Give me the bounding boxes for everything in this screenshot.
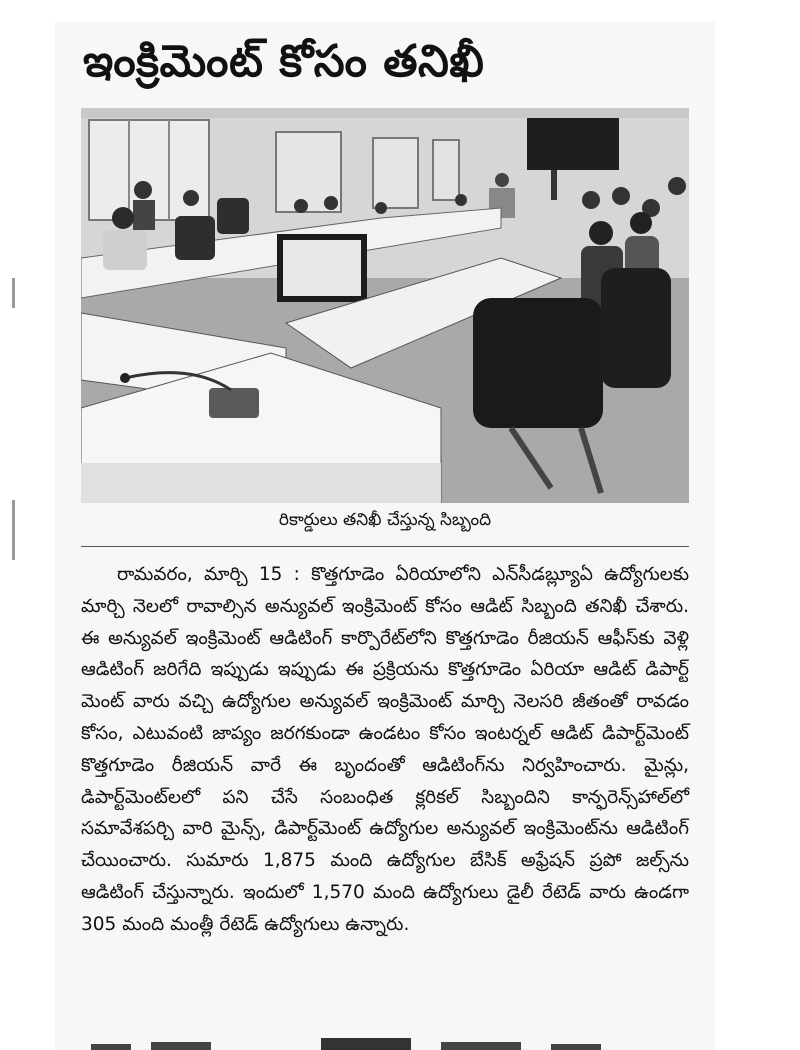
left-edge-mark	[12, 278, 15, 308]
caption-divider	[81, 546, 689, 547]
headline: ఇంక్రిమెంట్ కోసం తనిఖీ	[83, 36, 485, 87]
left-edge-mark-2	[12, 500, 15, 560]
cut-off-text-fragment	[81, 1036, 641, 1050]
article-body: రామవరం, మార్చి 15 : కొత్తగూడెం ఏరియాలోని ఎన్‌సీడబ్ల్యూఏ ఉద్యోగులకు మార్చి నెలలో రావాల్సిన అన్యువల్ ఇంక్రిమెంట్ కోసం ఆడిట్ సిబ్బంది తనిఖీ చేశారు. ఈ అన్యువల్ ఇంక్రిమెంట్ ఆడిటింగ్ కార్పొరేట్‌లోని కొత్తగూడెం రీజియన్ ఆఫీస్‌కు వెళ్లి ఆడిటింగ్ జరిగేది ఇప్పుడు ఇప్పుడు ఈ ప్రక్రియను కొత్తగూడెం ఏరియా ఆడిట్ డిపార్ట్ మెంట్ వారు వచ్చి ఉద్యోగుల అన్యువల్ ఇంక్రిమెంట్ మార్చి నెలసరి జీతంతో రావడం కోసం, ఎటువంటి జాప్యం జరగకుండా ఉండటం కోసం ఇంటర్నల్ ఆడిట్ డిపార్ట్‌మెంట్ కొత్తగూడెం రీజియన్ వారే ఈ బృందంతో ఆడిటింగ్‌ను నిర్వహించారు. మైన్లు, డిపార్ట్‌మెంట్‌లలో పని చేసే సంబంధిత క్లరికల్ సిబ్బందిని కాన్ఫరెన్స్‌హాల్‌లో సమావేశపర్చి వారి మైన్స్, డిపార్ట్‌మెంట్ ఉద్యోగుల అన్యువల్ ఇంక్రిమెంట్‌ను ఆడిటింగ్ చేయించారు. సుమారు 1,875 మంది ఉద్యోగుల బేసిక్ అఫ్రేషన్ ప్రపో జల్స్‌ను ఆడిటింగ్ చేస్తున్నారు. ఇందులో 1,570 మంది ఉద్యోగులు డైలీ రేటెడ్ వారు ఉండగా 305 మంది మంత్లీ రేటెడ్ ఉద్యోగులు ఉన్నారు.	[81, 564, 689, 935]
truncated-next-line	[81, 1036, 641, 1050]
photo-caption: రికార్డులు తనిఖీ చేస్తున్న సిబ్బంది	[278, 510, 492, 530]
conference-room-photo	[81, 108, 689, 503]
newspaper-clipping	[55, 22, 715, 1050]
news-photo	[81, 108, 689, 503]
